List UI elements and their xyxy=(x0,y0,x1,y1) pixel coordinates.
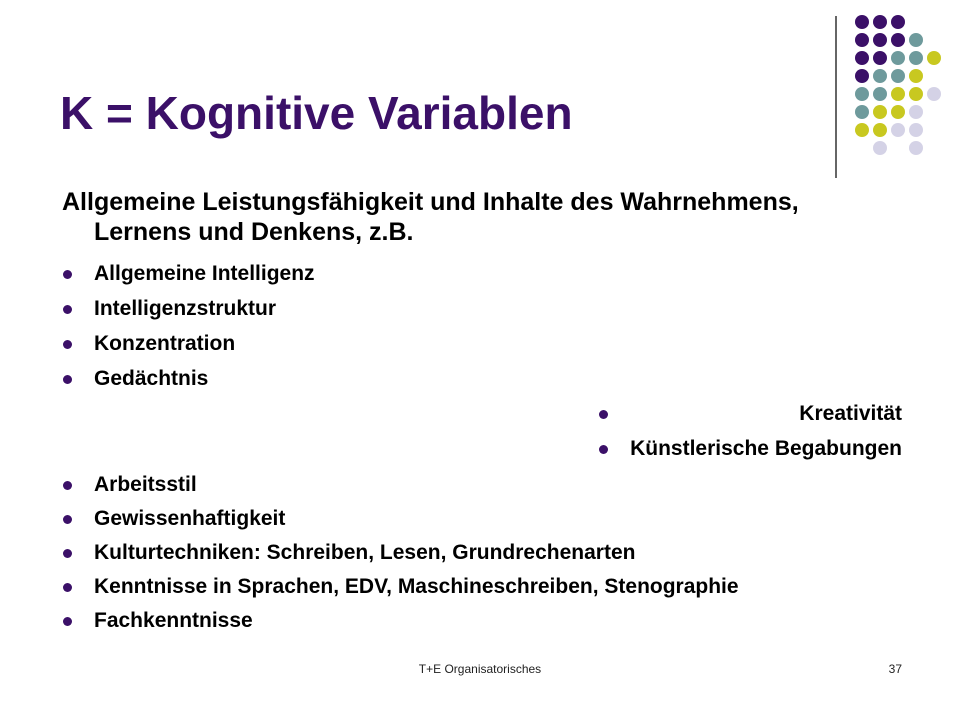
decorative-divider-line xyxy=(835,16,837,178)
decorative-dot xyxy=(909,87,923,101)
bullet-icon xyxy=(63,375,72,384)
list-item: Künstlerische Begabungen xyxy=(630,437,902,461)
bullet-icon xyxy=(63,617,72,626)
decorative-dot xyxy=(927,51,941,65)
decorative-dot xyxy=(891,15,905,29)
decorative-dot xyxy=(855,15,869,29)
decorative-dot xyxy=(927,87,941,101)
decorative-dot xyxy=(891,123,905,137)
decorative-dot xyxy=(909,69,923,83)
decorative-dot xyxy=(909,33,923,47)
list-item: Gedächtnis xyxy=(94,367,315,391)
bullet-list-bottom xyxy=(94,473,794,643)
bullet-list-right xyxy=(630,402,902,472)
decorative-dot xyxy=(855,69,869,83)
decorative-dot xyxy=(873,141,887,155)
decorative-dot xyxy=(855,105,869,119)
decorative-dot xyxy=(873,87,887,101)
page-number: 37 xyxy=(888,662,902,676)
decorative-dot xyxy=(873,15,887,29)
bullet-icon xyxy=(63,549,72,558)
decorative-dot xyxy=(873,105,887,119)
bullet-icon xyxy=(63,481,72,490)
decorative-dot xyxy=(909,51,923,65)
list-item: Konzentration xyxy=(94,332,315,356)
bullet-list-top xyxy=(94,262,315,402)
intro-text: Allgemeine Leistungsfähigkeit und Inhalte des Wahrnehmens, Lernens und Denkens, z.B. xyxy=(62,188,799,246)
decorative-dot xyxy=(891,51,905,65)
decorative-dot xyxy=(909,141,923,155)
decorative-dot xyxy=(855,33,869,47)
list-item: Gewissenhaftigkeit xyxy=(94,507,794,531)
bullet-icon xyxy=(63,340,72,349)
list-item: Arbeitsstil xyxy=(94,473,794,497)
decorative-dot xyxy=(891,33,905,47)
decorative-dot xyxy=(891,69,905,83)
list-item: Kenntnisse in Sprachen, EDV, Maschineschreiben, Stenographie xyxy=(94,575,794,599)
bullet-icon xyxy=(599,410,608,419)
list-item: Intelligenzstruktur xyxy=(94,297,315,321)
footer-label: T+E Organisatorisches xyxy=(418,662,542,676)
decorative-dot xyxy=(873,51,887,65)
bullet-icon xyxy=(599,445,608,454)
bullet-icon xyxy=(63,515,72,524)
decorative-dot xyxy=(909,123,923,137)
decorative-dot xyxy=(873,33,887,47)
decorative-dot xyxy=(855,87,869,101)
list-item: Kreativität xyxy=(630,402,902,426)
decorative-dot xyxy=(855,123,869,137)
list-item: Allgemeine Intelligenz xyxy=(94,262,315,286)
bullet-icon xyxy=(63,270,72,279)
bullet-icon xyxy=(63,305,72,314)
decorative-dot xyxy=(855,51,869,65)
decorative-dot xyxy=(891,105,905,119)
list-item: Fachkenntnisse xyxy=(94,609,794,633)
decorative-dot xyxy=(873,123,887,137)
list-item: Kulturtechniken: Schreiben, Lesen, Grundrechenarten xyxy=(94,541,794,565)
slide-title: K = Kognitive Variablen xyxy=(60,87,573,139)
decorative-dot xyxy=(873,69,887,83)
bullet-icon xyxy=(63,583,72,592)
decorative-dot xyxy=(891,87,905,101)
decorative-dot xyxy=(909,105,923,119)
